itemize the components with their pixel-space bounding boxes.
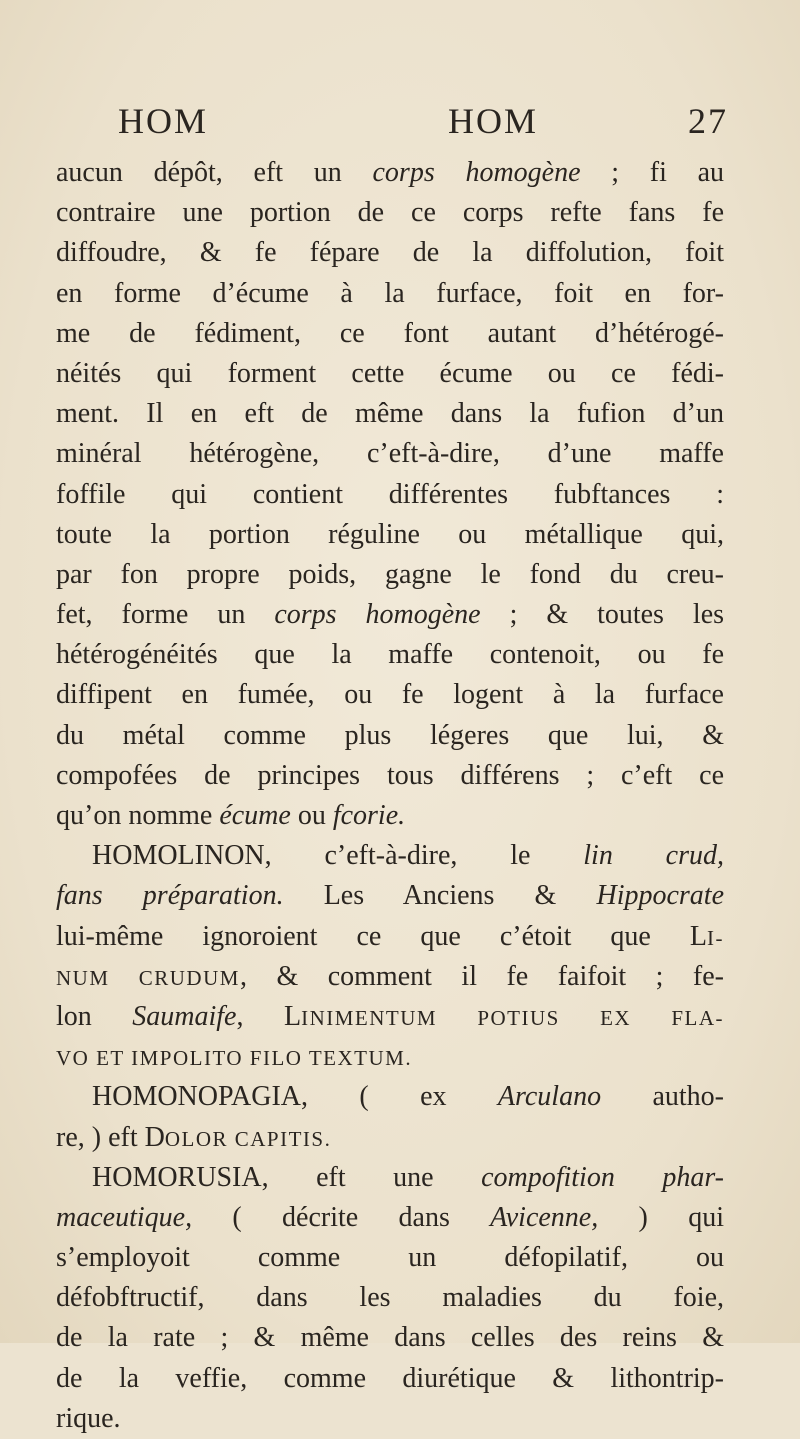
text-run: , L [236, 1000, 302, 1032]
text-run: OLOR CAPITIS. [164, 1126, 332, 1151]
text-line [56, 153, 724, 193]
text-run: minéral hétérogène, c’eft-à-dire, d’une maffe [56, 438, 724, 470]
header-center: HOM [448, 101, 539, 141]
text-run: VO ET IMPOLITO FILO TEXTUM. [56, 1046, 413, 1071]
text-run: toute la portion réguline ou métallique qui, [56, 518, 724, 550]
text-run: défobftructif, dans les maladies du foie, [56, 1282, 724, 1314]
text-line [56, 1238, 724, 1278]
text-run: corps homogène [274, 599, 481, 631]
text-run: hétérogénéités que la maffe contenoit, ou fe [56, 639, 724, 671]
text-run: , & comment il fe faifoit ; fe- [239, 960, 724, 992]
text-line [56, 1077, 724, 1117]
text-run: néités qui forment cette écume ou ce fédi- [56, 357, 724, 389]
text-run: qu’on nomme [56, 800, 220, 831]
text-run: Les Anciens & [283, 880, 597, 912]
text-line [56, 394, 724, 434]
text-run: aucun dépôt, eft un [56, 157, 373, 188]
text-line [56, 193, 724, 233]
text-run: en forme d’écume à la furface, foit en for- [56, 277, 724, 309]
text-run: lin crud, [583, 840, 724, 872]
text-run: de la rate ; & même dans celles des reins & [56, 1322, 724, 1354]
text-run: compofition phar- [481, 1161, 724, 1193]
text-run: fet, forme un [56, 599, 275, 631]
text-line [56, 314, 724, 354]
text-run: contraire une portion de ce corps refte fans fe [56, 197, 724, 229]
text-run: re, ) eft D [56, 1121, 165, 1153]
text-run: ) qui [598, 1201, 724, 1233]
text-run: foffile qui contient différentes fubftances : [56, 478, 724, 510]
text-run: Arculano [497, 1081, 602, 1113]
text-line [56, 1359, 724, 1399]
text-run: du métal comme plus légeres que lui, & [56, 719, 724, 751]
text-line [56, 1158, 724, 1198]
text-run: Saumaife [132, 1000, 237, 1032]
text-line [56, 233, 724, 273]
text-run: compofées de principes tous différens ; c’eft ce [56, 759, 724, 791]
text-run: diffipent en fumée, ou fe logent à la furface [56, 679, 724, 711]
text-run: INIMENTUM POTIUS EX FLA- [301, 1005, 725, 1030]
text-line [56, 1198, 724, 1238]
text-run: me de fédiment, ce font autant d’hétérogé- [56, 317, 724, 349]
text-line [56, 274, 724, 314]
text-run: s’employoit comme un défopilatif, ou [56, 1242, 724, 1274]
text-run: diffoudre, & fe fépare de la diffolution, foit [56, 237, 724, 269]
text-line [56, 635, 724, 675]
text-run: lon [56, 1000, 133, 1032]
text-line [56, 354, 724, 394]
text-line [56, 434, 724, 474]
text-line [56, 876, 724, 916]
body-text [56, 153, 724, 1439]
text-line [56, 1399, 724, 1439]
text-line [56, 917, 724, 957]
text-run: rique. [56, 1402, 121, 1434]
text-line [56, 475, 724, 515]
text-run: écume [219, 800, 291, 831]
running-header [118, 100, 738, 150]
text-line [56, 1037, 724, 1077]
text-run: HOMONOPAGIA, ( ex [92, 1081, 498, 1113]
text-line [56, 836, 724, 876]
text-run: NUM CRUDUM [56, 965, 240, 990]
text-run: Hippocrate [596, 880, 724, 912]
text-line [56, 595, 724, 635]
text-line [56, 997, 724, 1037]
text-run: lui-même ignoroient ce que c’étoit que L [56, 920, 707, 952]
header-left: HOM [118, 101, 209, 141]
text-line [56, 555, 724, 595]
text-run: ; fi au [580, 157, 725, 188]
text-run: fans préparation. [56, 880, 284, 912]
text-run: ( décrite dans [192, 1201, 491, 1233]
text-run: ; & toutes les [480, 599, 725, 631]
text-line [56, 1118, 724, 1158]
text-run: par fon propre poids, gagne le fond du creu- [56, 558, 724, 590]
text-run: Avicenne, [490, 1201, 599, 1233]
text-run: ou [290, 800, 333, 831]
text-run: ment. Il en eft de même dans la fufion d’un [56, 398, 724, 430]
text-run: HOMORUSIA, eft une [92, 1161, 482, 1193]
text-run: corps homogène [372, 157, 581, 188]
text-run: HOMOLINON, c’eft-à-dire, le [92, 840, 584, 872]
text-line [56, 1278, 724, 1318]
text-run: autho- [601, 1081, 724, 1113]
text-run: de la veffie, comme diurétique & lithontrip- [56, 1362, 724, 1394]
text-line [56, 756, 724, 796]
text-line [56, 716, 724, 756]
text-run: fcorie. [332, 800, 406, 831]
text-line [56, 675, 724, 715]
page-number: 27 [688, 101, 728, 141]
text-run: I- [707, 925, 724, 950]
text-line [56, 1318, 724, 1358]
text-line [56, 515, 724, 555]
text-run: maceutique, [56, 1201, 193, 1233]
text-line [56, 957, 724, 997]
text-line [56, 796, 724, 836]
